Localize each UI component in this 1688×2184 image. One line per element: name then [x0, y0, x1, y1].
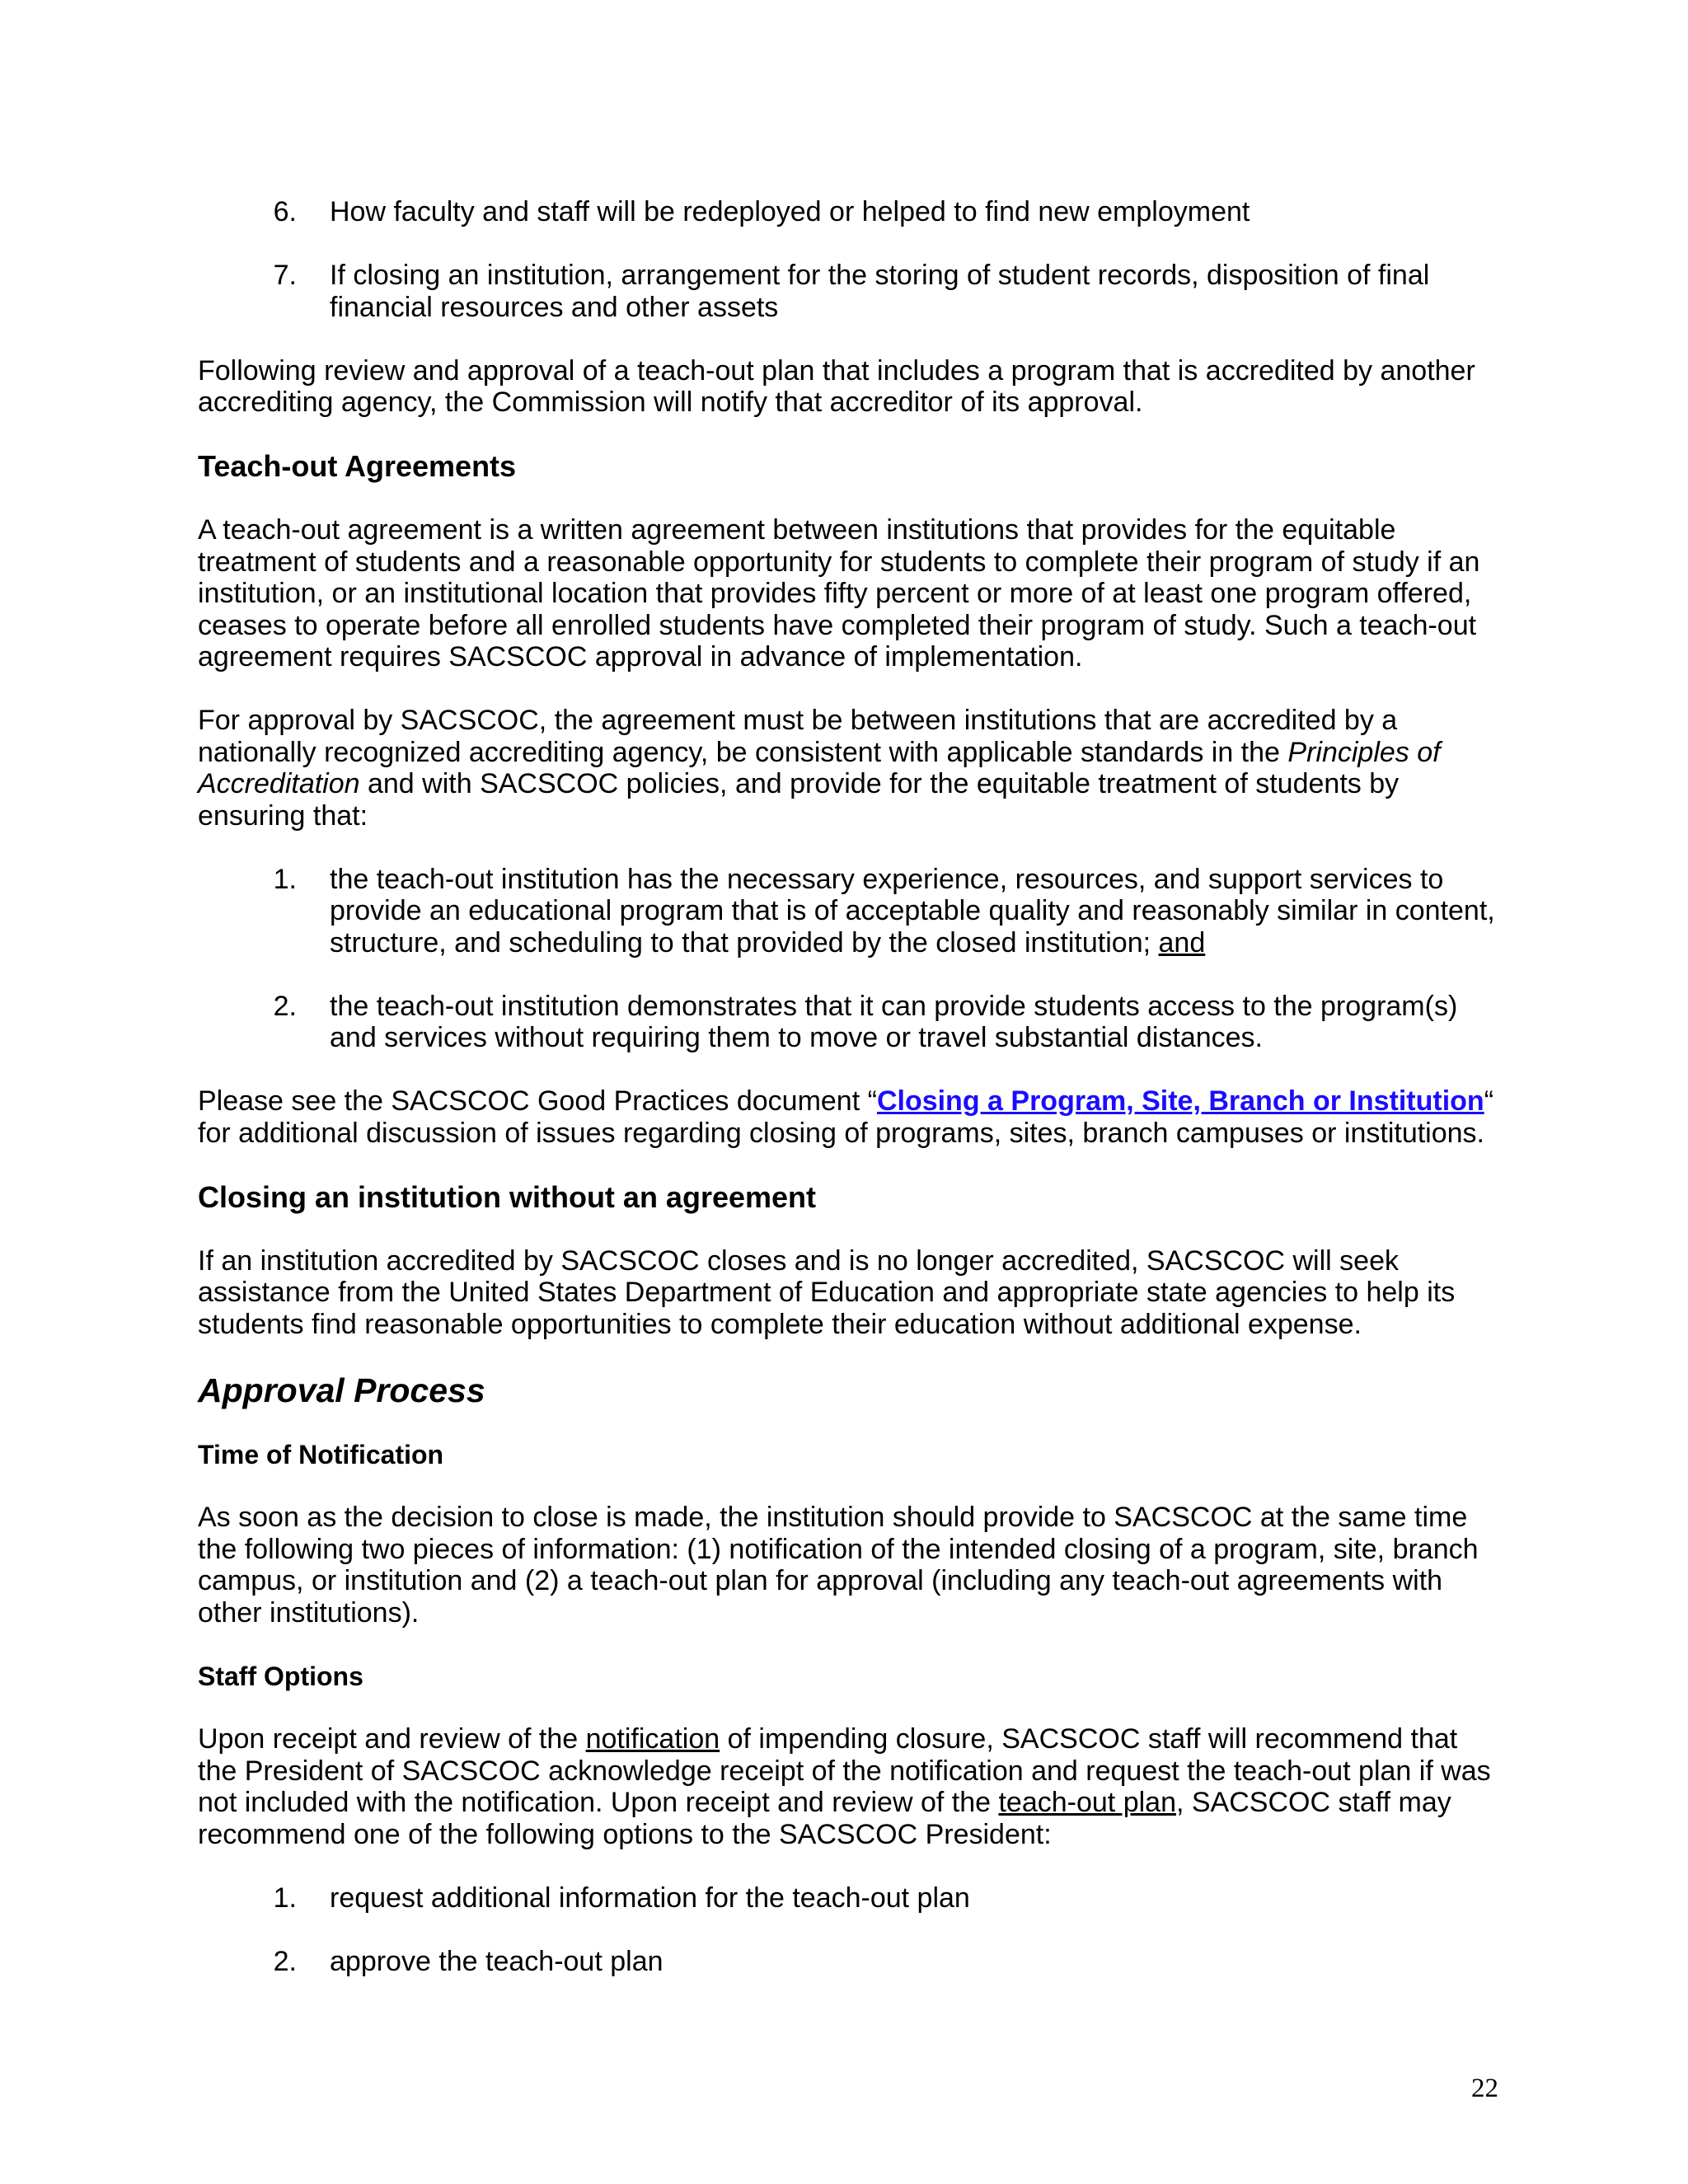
list-text: the teach-out institution demonstrates that it can provide students access to the program(s) and services without requiring them to move or travel substantial distances. — [330, 990, 1458, 1053]
heading-closing-without-agreement: Closing an institution without an agreement — [198, 1179, 817, 1214]
paragraph-closing: If an institution accredited by SACSCOC closes and is no longer accredited, SACSCOC will seek assistance from the United States Department of Education and appropriate state agencies to help its students find reasonable opportunities to complete their education without additional expense. — [198, 1244, 1456, 1340]
list-text: the teach-out institution has the necessary experience, resources, and support services to provide an educational program that is of acceptable quality and reasonably similar in content, structure, and scheduling to that provided by the closed institution; and — [330, 863, 1495, 958]
list-item — [198, 1882, 1500, 1915]
paragraph-approval: For approval by SACSCOC, the agreement must be between institutions that are accredited by a nationally recognized accrediting agency, be consistent with applicable standards in the Principles of Accreditation and with SACSCOC policies, and provide for the equitable treatment of students by ensuring that: — [198, 705, 1441, 832]
list-top — [198, 196, 1500, 323]
heading-staff-options: Staff Options — [198, 1661, 363, 1691]
list-item — [198, 260, 1500, 323]
list-conditions — [198, 864, 1500, 1054]
list-text: request additional information for the teach-out plan — [330, 1882, 970, 1914]
list-number: 6. — [273, 196, 297, 227]
list-text: How faculty and staff will be redeployed or helped to find new employment — [330, 196, 1250, 227]
list-text: If closing an institution, arrangement for the storing of student records, disposition of final financial resources and other assets — [330, 260, 1430, 323]
list-number: 2. — [273, 1945, 297, 1977]
list-item — [198, 991, 1500, 1054]
list-item — [198, 864, 1500, 959]
heading-approval-process: Approval Process — [198, 1371, 485, 1409]
paragraph-time: As soon as the decision to close is made, the institution should provide to SACSCOC at the same time the following two pieces of information: (1) notification of the intended closing of a program, site, branch campus, or institution and (2) a teach-out plan for approval (including any teach-out agreements with other institutions). — [198, 1502, 1479, 1629]
paragraph-staff: Upon receipt and review of the notification of impending closure, SACSCOC staff will recommend that the President of SACSCOC acknowledge receipt of the notification and request the teach-out plan if was not included with the notification. Upon receipt and review of the teach-out plan, SACSCOC staff may recommend one of the following options to the SACSCOC President: — [198, 1723, 1491, 1850]
principles-title: Principles of Accreditation — [198, 736, 1441, 799]
list-number: 1. — [273, 1882, 297, 1914]
paragraph-agreement: A teach-out agreement is a written agreement between institutions that provides for the equitable treatment of students and a reasonable opportunity for students to complete their program of study if an institution, or an institutional location that provides fifty percent or more of at least one program offered, ceases to operate before all enrolled students have completed their program of study. Such a teach-out agreement requires SACSCOC approval in advance of implementation. — [198, 514, 1480, 673]
underlined-and: and — [1158, 926, 1206, 958]
list-number: 2. — [273, 990, 297, 1022]
page-content — [198, 196, 1500, 2009]
list-item — [198, 1946, 1500, 1978]
list-text: approve the teach-out plan — [330, 1945, 663, 1977]
paragraph-see-good-practices: Please see the SACSCOC Good Practices document “Closing a Program, Site, Branch or Institution“ for additional discussion of issues regarding closing of programs, sites, branch campuses or institutions. — [198, 1085, 1494, 1149]
underlined-notification: notification — [585, 1723, 720, 1755]
heading-time-of-notification: Time of Notification — [198, 1439, 444, 1469]
heading-teach-out-agreements: Teach-out Agreements — [198, 449, 517, 483]
paragraph-following: Following review and approval of a teach-out plan that includes a program that is accredited by another accrediting agency, the Commission will notify that accreditor of its approval. — [198, 354, 1475, 418]
list-number: 1. — [273, 863, 297, 895]
page-number: 22 — [1471, 2074, 1498, 2103]
list-options — [198, 1882, 1500, 1978]
list-item — [198, 196, 1500, 228]
closing-program-link[interactable]: Closing a Program, Site, Branch or Institution — [876, 1085, 1484, 1117]
list-number: 7. — [273, 260, 297, 291]
underlined-teach-out-plan: teach-out plan — [998, 1787, 1176, 1818]
